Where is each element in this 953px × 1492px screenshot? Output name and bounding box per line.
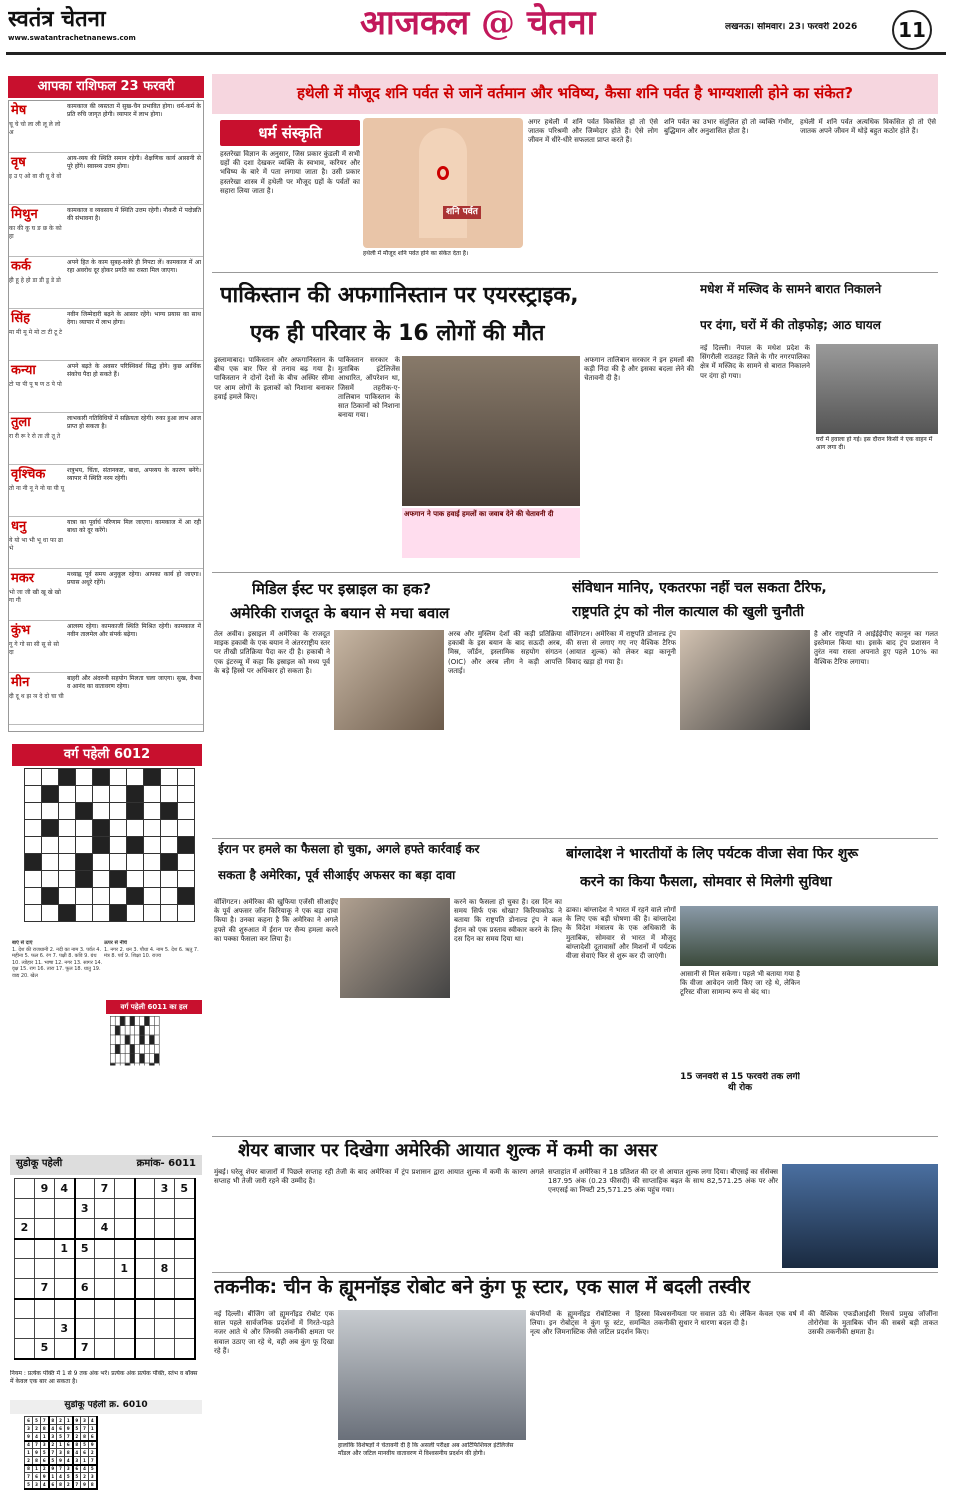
sudoku-cell[interactable] [115,1279,135,1299]
rashi-text: बाहरी और अंदरुनी सहयोग मिलता चला जाएगा। सुख, वैभव व आनंद का वातावरण रहेगा। [67,675,201,690]
sudoku-cell: 5 [73,1473,81,1481]
sudoku-cell: 2 [41,1465,49,1473]
rashi-text: लाभकारी गतिविधियों में सक्रियता रहेगी। रुका हुआ लाभ आज प्राप्त हो सकता है। [67,415,201,430]
rashi-letters: रा री रू रे रो ता ती तू ते [9,433,61,441]
sudoku-cell: 5 [49,1457,57,1465]
page-number: 11 [892,10,932,50]
sudoku-cell: 5 [33,1417,41,1425]
iran-body: वॉशिंगटन। अमेरिका की खुफिया एजेंसी सीआईए के पूर्व अफसर जॉन किरियाकू ने एक बड़ा दावा किया है। उनका कहना है कि अमेरिका ने अगले हफ्ते की शुरुआत में ईरान पर सैन्य हमला करने का पक्का फैसला कर लिया है। [214,898,338,943]
shani-parvat-label: शनि पर्वत [443,206,481,219]
divider [212,572,938,573]
sudoku-cell[interactable] [155,1239,175,1259]
sudoku-cell[interactable] [35,1259,55,1279]
sudoku-cell[interactable] [55,1279,75,1299]
bangladesh-headline-1[interactable]: बांग्लादेश ने भारतीयों के लिए पर्यटक वीजा सेवा फिर शुरू [566,846,859,862]
sudoku-cell[interactable] [35,1319,55,1339]
rashi-4 [9,309,203,361]
sudoku-cell[interactable] [55,1299,75,1319]
sudoku-rules: नियम : प्रत्येक पंक्ति में 1 से 9 तक अंक भरें। प्रत्येक अंक प्रत्येक पंक्ति, स्तंभ व बॉक्स में केवल एक बार आ सकता है। [10,1370,198,1385]
rashi-name: तुला [11,415,31,430]
sudoku-cell: 1 [33,1465,41,1473]
rashi-text: नवीन जिम्मेदारी बढ़ने के आसार रहेंगे। भाग्य प्रयास का साथ देगा। व्यापार में लाभ होगा। [67,311,201,326]
sudoku-cell: 8 [49,1417,57,1425]
sudoku-cell: 2 [57,1417,65,1425]
palm-photo [363,118,523,248]
sudoku-cell[interactable]: 9 [35,1179,55,1199]
sudoku-cell[interactable] [15,1199,35,1219]
sudoku-answer-title: सुडोकू पहेली क्र. 6010 [10,1400,202,1414]
sudoku-cell: 2 [81,1473,89,1481]
rashi-name: कुंभ [11,623,31,638]
sudoku-cell[interactable] [75,1179,95,1199]
sudoku-cell: 4 [41,1481,49,1489]
rashi-text: आय-व्यय की स्थिति समान रहेगी। शैक्षणिक कार्य आसानी से पूरे होंगे। स्वास्थ्य उत्तम होगा। [67,155,201,170]
tariff-body-2: है और राष्ट्रपति ने आईईईपीए कानून का गलत इस्तेमाल किया था। इसके बाद ट्रंप प्रशासन ने तुरंत नया रास्ता अपनाते हुए पहले 10% का वैश्विक टैरिफ लगाया। [814,630,938,666]
israel-headline-1[interactable]: मिडिल ईस्ट पर इस्राइल का हक? [252,580,432,598]
shani-headline[interactable]: हथेली में मौजूद शनि पर्वत से जानें वर्तमान और भविष्य, कैसा शनि पर्वत है भाग्यशाली होने का संकेत? [212,74,938,114]
madhesh-caption: घरों में हवाला हो गई। इस दौरान किसी ने एक वाहन में आग लगा दी। [816,436,933,451]
shani-body-2: अगर हथेली में शनि पर्वत विकसित हो तो ऐसे जातक परिश्रमी और जिम्मेदार होते हैं। ऐसे लोग जीवन में धीरे-धीरे सफलता प्राप्त करते हैं। [528,118,658,145]
sudoku-cell: 4 [65,1457,73,1465]
website-url: www.swatantrachetnanews.com [8,33,136,42]
dharma-sanskriti-label: धर्म संस्कृति [220,120,360,146]
sudoku-cell: 9 [57,1457,65,1465]
sudoku-cell[interactable]: 4 [95,1219,115,1239]
rashi-letters: ये यो भा भी भू धा फा ढा भे [9,537,63,552]
sudoku-cell: 6 [33,1473,41,1481]
sudoku-cell: 1 [41,1433,49,1441]
robot-body: नई दिल्ली। बीजिंग जो ह्यूमनॉइड रोबोट एक साल पहले सार्वजनिक प्रदर्शनों में गिरते-पड़ते नजर आते थे और जिनकी तकनीकी क्षमता पर सवाल उठाए जा रहे थे, वही अब कुंग फू दिखा रहे हैं। [214,1310,334,1355]
masthead-rule [6,52,946,55]
sudoku-cell: 9 [81,1481,89,1489]
rashi-name: मीन [11,675,30,690]
rashi-letters: तो ना नी नू ने नो या यी यू [9,485,65,493]
sudoku-cell: 9 [41,1473,49,1481]
sudoku-cell: 9 [25,1433,33,1441]
sudoku-cell[interactable] [35,1219,55,1239]
sudoku-cell[interactable] [55,1339,75,1359]
sudoku-cell: 3 [41,1441,49,1449]
sudoku-cell: 6 [41,1457,49,1465]
sudoku-cell: 4 [33,1433,41,1441]
sudoku-cell: 9 [89,1441,97,1449]
sudoku-cell: 1 [65,1417,73,1425]
sudoku-grid[interactable] [14,1178,204,1368]
sudoku-cell[interactable]: 8 [155,1259,175,1279]
sudoku-cell[interactable] [135,1219,155,1239]
rashi-text: यात्रा का पूर्वार्ध परिणाम मिल जाएगा। कामकाज में आ रही बाधा को दूर करेंगे। [67,519,201,534]
rashi-letters: दी दू थ झ ञ दे दो चा ची [9,693,64,701]
sudoku-cell: 4 [25,1441,33,1449]
sudoku-cell: 2 [65,1481,73,1489]
sudoku-cell[interactable] [15,1279,35,1299]
crossword-answers-title: वर्ग पहेली 6011 का हल [106,1000,202,1014]
sudoku-cell: 3 [81,1417,89,1425]
israel-body: तेल अवीव। इस्राइल में अमेरिका के राजदूत माइक हकाबी के एक बयान ने अंतरराष्ट्रीय स्तर पर तीखी प्रतिक्रिया पैदा कर दी है। हकाबी ने एक इंटरव्यू में कहा कि इस्राइल को मध्य पूर्व के बड़े हिस्से पर अधिकार हो सकता है। [214,630,330,675]
sudoku-cell[interactable]: 4 [55,1179,75,1199]
sudoku-cell[interactable] [135,1239,155,1259]
sudoku-cell[interactable] [115,1199,135,1219]
madhesh-body: नई दिल्ली। नेपाल के मधेश प्रदेश के सिंगरौली राउतहट जिले के गौर नगरपालिका क्षेत्र में मस्जिद के सामने से बारात निकालने पर दंगा हो गया। [700,344,810,380]
rashi-text: आलस्य रहेगा। कामकाजी स्थिति मिश्रित रहेगी। कामकाज में नवीन तालमेल और संपर्क बढ़ेगा। [67,623,201,638]
share-headline[interactable]: शेयर बाजार पर दिखेगा अमेरिकी आयात शुल्क में कमी का असर [238,1140,658,1161]
rashi-name: वृश्चिक [11,467,46,482]
madhesh-photo [816,344,938,434]
rashi-name: कन्या [11,363,36,378]
crossword-clues-down: ऊपर से नीचे 1. नगर 2. धन 3. पौधा 4. नाम 5. देश 6. ऋतु 7. मंत्र 8. पर्व 9. शिक्षा 10. राज्य [104,940,199,959]
section-title: आजकल @ चेतना [360,3,596,43]
robot-body-2: कंपनियों के ह्यूमनॉइड रोबोटिक्स ने हिस्सा लिया। इन रोबोट्स ने कुंग फू स्टंट, समन्वित नृत्य और जिमनास्टिक जैसे जटिल प्रदर्शन किए। [530,1310,650,1337]
rashi-letters: मा मी मू मे मो टा टी टू टे [9,329,63,337]
sudoku-cell: 5 [81,1441,89,1449]
sudoku-cell[interactable] [175,1299,195,1319]
sudoku-cell[interactable] [155,1339,175,1359]
rashi-name: धनु [11,519,27,534]
rashi-5 [9,361,203,413]
sudoku-cell[interactable] [55,1199,75,1219]
sudoku-cell[interactable] [135,1319,155,1339]
israel-headline-2[interactable]: अमेरिकी राजदूत के बयान से मचा बवाल [230,604,450,622]
sudoku-cell[interactable] [115,1299,135,1319]
sudoku-cell: 9 [49,1465,57,1473]
sudoku-cell: 5 [89,1465,97,1473]
sudoku-cell: 2 [25,1457,33,1465]
divider [212,272,938,273]
sudoku-cell: 8 [81,1433,89,1441]
sudoku-cell: 7 [65,1433,73,1441]
sudoku-cell: 7 [81,1425,89,1433]
sudoku-cell[interactable] [135,1279,155,1299]
bangladesh-photo [680,906,938,966]
sudoku-cell[interactable]: 3 [75,1199,95,1219]
rashi-name: मेष [11,103,27,118]
sudoku-cell[interactable] [175,1279,195,1299]
dateline: लखनऊ। सोमवार। 23। फरवरी 2026 [725,22,858,32]
pak-body-2: पाकिस्तान सरकार के मुताबिक इंटेलिजेंस आधारित, ऑपरेशन था, जिसमें तहरीक-ए-तालिबान पाकिस्तान के सात ठिकानों को निशाना बनाया गया। [338,356,400,420]
sudoku-cell[interactable] [155,1219,175,1239]
sudoku-cell[interactable] [135,1339,155,1359]
sudoku-cell[interactable] [115,1239,135,1259]
sudoku-cell[interactable] [15,1319,35,1339]
sudoku-cell[interactable] [175,1259,195,1279]
shani-body-3: शनि पर्वत का उभार संतुलित हो तो व्यक्ति गंभीर, बुद्धिमान और अनुशासित होता है। [664,118,794,136]
sudoku-cell[interactable] [175,1219,195,1239]
sudoku-cell: 7 [89,1457,97,1465]
sudoku-cell[interactable] [155,1279,175,1299]
sudoku-cell: 1 [57,1441,65,1449]
sudoku-cell: 9 [33,1449,41,1457]
sudoku-cell: 5 [25,1481,33,1489]
sudoku-cell: 4 [57,1473,65,1481]
sudoku-cell[interactable] [175,1319,195,1339]
sudoku-cell[interactable]: 3 [55,1319,75,1339]
palm-caption: हथेली में मौजूद शनि पर्वत होने का संकेत देता है। [363,250,469,257]
rashifal-panel [8,100,204,732]
sudoku-cell: 8 [89,1481,97,1489]
israel-photo [334,630,444,730]
pak-photo [402,356,580,506]
robot-photo [338,1310,526,1440]
sudoku-cell: 3 [49,1433,57,1441]
tariff-body: वॉशिंगटन। अमेरिका में राष्ट्रपति डोनाल्ड ट्रंप की सत्ता से लगाए गए नए वैश्विक टैरिफ (आयात शुल्क) को लेकर बड़ा कानूनी विवाद खड़ा हो गया है। [566,630,676,666]
shani-body-4: हथेली में शनि पर्वत अत्यधिक विकसित हो तो ऐसे जातक अपने जीवन में थोड़े बहुत कठोर होते हैं। [800,118,936,136]
bangladesh-body: ढाका। बांग्लादेश ने भारत में रहने वाले लोगों के लिए एक बड़ी घोषणा की है। बांग्लादेश के विदेश मंत्रालय के एक अधिकारी के मुताबिक, सोमवार से भारत में मौजूद बांग्लादेशी दूतावासों और मिशनों में पर्यटक वीजा सेवाएं फिर से शुरू कर दी जाएंगी। [566,906,676,961]
tariff-photo [680,630,810,730]
sudoku-number: क्रमांक- 6011 [136,1158,196,1169]
sudoku-title: सुडोकू पहेली [16,1158,63,1169]
sudoku-cell[interactable]: 7 [95,1179,115,1199]
rashi-letters: इ उ ए ओ वा वी वू वे वो [9,173,62,181]
sudoku-cell: 1 [49,1473,57,1481]
sudoku-cell[interactable] [95,1339,115,1359]
rashi-10 [9,621,203,673]
rashi-name: वृष [11,155,26,170]
sudoku-cell[interactable] [75,1259,95,1279]
masthead-logo [8,6,208,46]
crossword-title: वर्ग पहेली 6012 [12,744,202,766]
rashi-letters: टो पा पी पू ष ण ठ पे पो [9,381,62,389]
rashi-text: मध्याह्न पूर्व समय अनुकूल रहेगा। आपका कार्य हो जाएगा। प्रयास अधूरे रहेंगे। [67,571,201,586]
sudoku-cell[interactable] [75,1219,95,1239]
sudoku-cell: 3 [73,1457,81,1465]
sudoku-cell[interactable] [115,1179,135,1199]
sudoku-cell: 8 [25,1465,33,1473]
sudoku-cell: 4 [73,1449,81,1457]
sudoku-cell: 3 [25,1425,33,1433]
sudoku-cell: 9 [65,1425,73,1433]
rashi-2 [9,205,203,257]
sudoku-cell[interactable] [95,1259,115,1279]
crossword-clues-across: बाएं से दाएं 1. देश की राजधानी 2. नदी का नाम 3. पर्वत 4. महीना 5. फल 6. रंग 7. पक्षी 8. कवि 9. ग्रंथ 10. त्योहार 11. भाषा 12. नगर 13. सागर 14. वृक्ष 15. राग 16. तारा 17. फूल 18. धातु 19. वाद्य 20. खेल [12,940,103,979]
sudoku-cell: 2 [49,1441,57,1449]
rashi-0 [9,101,203,153]
sudoku-cell: 8 [65,1449,73,1457]
crossword-answer-grid [110,1016,160,1066]
sudoku-cell: 4 [49,1425,57,1433]
sudoku-cell[interactable] [15,1179,35,1199]
robot-headline[interactable]: तकनीक: चीन के ह्यूमनॉइड रोबोट बने कुंग फू स्टार, एक साल में बदली तस्वीर [214,1276,751,1298]
sudoku-cell: 3 [57,1449,65,1457]
sudoku-cell: 1 [89,1425,97,1433]
sudoku-cell[interactable] [135,1179,155,1199]
sudoku-cell[interactable] [155,1199,175,1219]
bangladesh-headline-2[interactable]: करने का किया फैसला, सोमवार से मिलेगी सुविधा [580,874,832,890]
rashi-text: कामकाज व व्यवसाय में स्थिति उत्तम रहेगी। नौकरी में पदोन्नति की संभावना है। [67,207,201,222]
sudoku-cell: 1 [81,1457,89,1465]
divider [212,1136,938,1137]
sudoku-cell: 8 [57,1481,65,1489]
sudoku-cell: 8 [73,1441,81,1449]
sudoku-cell: 5 [73,1425,81,1433]
sudoku-cell: 1 [25,1449,33,1457]
paper-name: स्वतंत्र चेतना [8,6,106,32]
rashi-11 [9,673,203,725]
sudoku-cell: 3 [33,1481,41,1489]
sudoku-cell[interactable] [75,1319,95,1339]
rashi-letters: भो जा जी खी खू खे खो गा गी [9,589,61,604]
sudoku-cell[interactable] [95,1279,115,1299]
share-body-2: सप्ताहांत में अमेरिका ने 18 प्रतिशत की दर से आयात शुल्क लगा दिया। बीएसई का सेंसेक्स 187.95 अंक (0.23 फीसदी) की साप्ताहिक बढ़त के साथ 82,571.25 अंक पर और एनएसई का निफ्टी 25,571.25 अंक पहुंच गया। [548,1168,778,1195]
sudoku-cell[interactable]: 6 [75,1279,95,1299]
rashi-letters: ही हू हे हो डा डी डू डे डो [9,277,61,285]
sudoku-cell: 9 [73,1417,81,1425]
sudoku-cell: 7 [41,1417,49,1425]
pak-headline-2[interactable]: एक ही परिवार के 16 लोगों की मौत [250,321,545,346]
pak-body-3: अफगान तालिबान सरकार ने इन हमलों की कड़ी निंदा की है और इसका बदला लेने की चेतावनी दी है। [584,356,694,383]
rashi-3 [9,257,203,309]
tariff-headline-2[interactable]: राष्ट्रपति ट्रंप को नील कात्याल की खुली चुनौती [572,604,804,620]
sudoku-cell[interactable]: 5 [75,1239,95,1259]
sudoku-cell[interactable] [95,1199,115,1219]
rashi-letters: का की कू घ ङ छ के को हा [9,225,62,240]
rashi-letters: गू गे गो सा सी सू से सो दा [9,641,59,656]
sudoku-cell[interactable] [35,1199,55,1219]
divider [212,1272,938,1273]
sudoku-cell[interactable] [75,1299,95,1319]
sudoku-cell[interactable]: 3 [155,1179,175,1199]
sudoku-cell: 8 [33,1457,41,1465]
sudoku-cell: 6 [65,1441,73,1449]
sudoku-cell[interactable]: 7 [75,1339,95,1359]
sudoku-cell[interactable] [175,1339,195,1359]
rashi-9 [9,569,203,621]
rashi-text: अपने हित के काम सुबह-सवेरे ही निपटा लें। कामकाज में आ रहा अवरोध दूर होकर प्रगति का रास्ता मिल जाएगा। [67,259,201,274]
robot-body-4: की वैश्विक एफडीआईसी रिसर्च प्रमुख जॉर्जीना तोरोरोवा के मुताबिक चीन की सबसे बड़ी ताकत उसकी तकनीकी क्षमता है। [808,1310,938,1337]
sudoku-cell[interactable] [115,1219,135,1239]
pak-body-1: इस्लामाबाद। पाकिस्तान और अफगानिस्तान के बीच एक बार फिर से तनाव बढ़ गया है। पाकिस्तान ने दोनों देशों के बीच अस्थिर सीमा पर आम लोगों के इलाकों को निशाना बनाकर हवाई हमले किए। [214,356,334,401]
bangladesh-body-2: आसानी से मिल सकेगा। पहले भी बताया गया है कि वीजा आवेदन जारी किए जा रहे थे, लेकिन टूरिस्ट वीजा सामान्य रूप से बंद था। [680,970,800,997]
sudoku-cell: 3 [65,1465,73,1473]
sudoku-cell[interactable] [15,1259,35,1279]
sudoku-cell: 4 [81,1465,89,1473]
sudoku-cell[interactable] [15,1239,35,1259]
tariff-headline-1[interactable]: संविधान मानिए, एकतरफा नहीं चल सकता टैरिफ, [572,580,827,596]
bangladesh-highlight: 15 जनवरी से 15 फरवरी तक लगी थी रोक [680,1072,800,1094]
sudoku-cell[interactable] [55,1219,75,1239]
iran-headline-2[interactable]: सकता है अमेरिका, पूर्व सीआईए अफसर का बड़ा दावा [218,868,456,882]
sudoku-cell[interactable] [95,1319,115,1339]
shani-body-1: हस्तरेखा विज्ञान के अनुसार, जिस प्रकार कुंडली में सभी ग्रहों की दशा देखकर व्यक्ति के स्वभाव, करियर और भविष्य के बारे में पता लगाया जाता है। उसी प्रकार हस्तरेखा शास्त्र में हथेली पर मौजूद ग्रहों के पर्वतों का सहारा लिया जाता है। [220,150,360,195]
sudoku-cell[interactable]: 1 [115,1259,135,1279]
sudoku-cell: 5 [41,1449,49,1457]
sudoku-cell: 7 [49,1449,57,1457]
divider [212,838,938,839]
sudoku-cell: 7 [33,1441,41,1449]
sudoku-cell[interactable]: 1 [55,1239,75,1259]
iran-photo [340,898,450,998]
iran-headline-1[interactable]: ईरान पर हमले का फैसला हो चुका, अगले हफ्ते कार्रवाई कर [218,842,480,856]
sudoku-answer-grid [24,1416,204,1492]
sudoku-cell[interactable]: 5 [175,1179,195,1199]
rashi-text: शत्रुभय, चिंता, संतानकष्ट, बाधा, अपव्यय के कारण बनेंगे। व्यापार में स्थिति नरम रहेगी। [67,467,201,482]
rashi-name: मकर [11,571,35,586]
robot-caption: हालांकि विशेषज्ञों ने चेतावनी दी है कि असली परीक्षा अब आर्टिफिशियल इंटेलिजेंस मॉडल और जटिल मानवीय वातावरण में विश्वसनीय प्रदर्शन की होगी। [338,1442,514,1457]
sudoku-cell[interactable]: 5 [35,1339,55,1359]
rashi-8 [9,517,203,569]
rashi-name: कर्क [11,259,31,274]
sudoku-cell: 8 [41,1425,49,1433]
rashi-name: सिंह [11,311,31,326]
sudoku-cell: 7 [25,1473,33,1481]
madhesh-headline-2[interactable]: पर दंगा, घरों में की तोड़फोड़; आठ घायल [700,318,881,332]
sudoku-cell[interactable] [135,1299,155,1319]
rashi-1 [9,153,203,205]
sudoku-cell[interactable] [115,1339,135,1359]
sudoku-cell[interactable] [155,1299,175,1319]
iran-body-2: करने का फैसला हो चुका है। दस दिन का समय सिर्फ एक धोखा? किरियाकोऊ ने बताया कि राष्ट्रपति डोनाल्ड ट्रंप ने कल ईरान को एक प्रस्ताव स्वीकार करने के लिए दस दिन का समय दिया था। [454,898,562,943]
sudoku-cell[interactable] [155,1319,175,1339]
sudoku-cell: 7 [73,1481,81,1489]
sudoku-cell[interactable]: 2 [15,1219,35,1239]
sudoku-cell[interactable] [135,1259,155,1279]
israel-body-2: अरब और मुस्लिम देशों की कड़ी प्रतिक्रिया हकाबी के इस बयान के बाद सऊदी अरब, मिस्र, जॉर्डन, इस्लामिक सहयोग संगठन (OIC) और अरब लीग ने कड़ी आपत्ति जताई। [448,630,562,675]
share-body: मुंबई। घरेलू शेयर बाजारों में पिछले सप्ताह रही तेजी के बाद अमेरिका में ट्रंप प्रशासन द्वारा आयात शुल्क में कमी के कारण अगले सप्ताह भी तेजी जारी रहने की उम्मीद है। [214,1168,544,1186]
sudoku-cell[interactable] [135,1199,155,1219]
sudoku-cell[interactable] [95,1299,115,1319]
sudoku-cell: 5 [57,1433,65,1441]
sudoku-cell: 7 [57,1465,65,1473]
rashi-name: मिथुन [11,207,38,222]
sudoku-cell: 6 [57,1425,65,1433]
rashi-7 [9,465,203,517]
rashifal-title: आपका राशिफल 23 फरवरी [8,76,204,98]
sudoku-cell[interactable] [55,1259,75,1279]
sudoku-cell[interactable] [175,1239,195,1259]
sudoku-cell: 6 [49,1481,57,1489]
sudoku-cell: 6 [25,1417,33,1425]
rashi-text: कामकाज की व्यस्तता में सुख-चैन प्रभावित होगा। धर्म-कर्म के प्रति रुचि जागृत होगी। व्यापार में लाभ होगा। [67,103,201,118]
sudoku-cell: 5 [65,1473,73,1481]
sudoku-cell[interactable]: 7 [35,1279,55,1299]
sudoku-cell: 6 [73,1465,81,1473]
robot-body-3: विश्वसनीयता पर सवाल उठे थे। लेकिन केवल एक वर्ष में तकनीकी सुधार ने धारणा बदल दी है। [654,1310,804,1328]
sudoku-cell: 4 [89,1417,97,1425]
sudoku-cell: 6 [81,1449,89,1457]
sudoku-cell: 2 [73,1433,81,1441]
pak-caption: अफगान ने पाक हवाई हमलों का जवाब देने की चेतावनी दी [402,508,580,558]
rashi-letters: चू चे चो ला ली लू ले लो अ [9,121,61,136]
sudoku-cell: 2 [33,1425,41,1433]
sudoku-cell[interactable] [175,1199,195,1219]
sudoku-cell[interactable] [35,1299,55,1319]
madhesh-headline-1[interactable]: मधेश में मस्जिद के सामने बारात निकालने [700,282,882,296]
sudoku-cell[interactable] [95,1239,115,1259]
sudoku-cell[interactable] [15,1299,35,1319]
sudoku-cell: 6 [89,1433,97,1441]
crossword-grid[interactable] [24,768,199,938]
rashi-text: अपने बढ़ते के अवसर परिस्थिवर्श सिद्ध होंगे। कुछ आर्थिक संकोच पैदा हो सकते हैं। [67,363,201,378]
sudoku-cell[interactable] [115,1319,135,1339]
sudoku-header [10,1155,202,1175]
sudoku-cell: 3 [89,1473,97,1481]
rashi-6 [9,413,203,465]
sudoku-cell[interactable] [35,1239,55,1259]
sudoku-cell[interactable] [15,1339,35,1359]
sudoku-cell: 2 [89,1449,97,1457]
share-photo [782,1164,938,1268]
pak-headline-1[interactable]: पाकिस्तान की अफगानिस्तान पर एयरस्ट्राइक, [220,283,579,308]
